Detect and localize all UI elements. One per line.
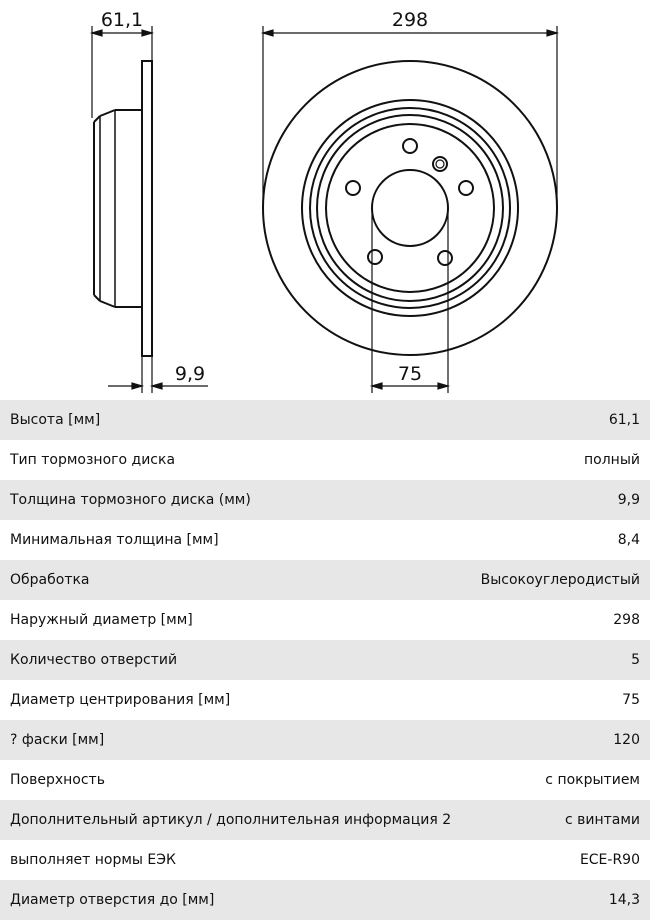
brake-disc-drawing	[0, 0, 650, 400]
spec-row	[0, 600, 650, 640]
spec-row	[0, 520, 650, 560]
spec-value: 8,4	[617, 532, 640, 548]
spec-value: 298	[613, 612, 640, 628]
spec-row	[0, 760, 650, 800]
bolt-hole	[438, 251, 452, 265]
spec-value: ECE-R90	[579, 852, 640, 868]
spec-label: Толщина тормозного диска (мм)	[10, 492, 251, 508]
thread-hole	[433, 157, 447, 171]
spec-row	[0, 480, 650, 520]
spec-row	[0, 560, 650, 600]
spec-value: полный	[584, 452, 640, 468]
spec-label: Минимальная толщина [мм]	[10, 532, 219, 548]
bolt-hole	[346, 181, 360, 195]
dimension-center-bore-label: 75	[397, 363, 423, 385]
spec-value: Высокоуглеродистый	[480, 572, 640, 588]
dimension-outer-diameter	[263, 26, 557, 208]
spec-row	[0, 840, 650, 880]
bolt-hole	[403, 139, 417, 153]
spec-label: Наружный диаметр [мм]	[10, 612, 193, 628]
spec-row	[0, 640, 650, 680]
spec-value: 14,3	[608, 892, 640, 908]
spec-value: с покрытием	[545, 772, 640, 788]
spec-row	[0, 720, 650, 760]
spec-label: Количество отверстий	[10, 652, 178, 668]
bolt-hole	[459, 181, 473, 195]
spec-label: Поверхность	[10, 772, 105, 788]
thread-hole	[436, 160, 444, 168]
dimension-outer-diameter-label: 298	[391, 9, 429, 31]
spec-label: ? фаски [мм]	[10, 732, 105, 748]
spec-row	[0, 680, 650, 720]
spec-value: 61,1	[608, 412, 640, 428]
spec-row	[0, 800, 650, 840]
spec-label: Обработка	[10, 572, 90, 588]
spec-value: 120	[613, 732, 640, 748]
specifications-table	[0, 400, 650, 920]
bolt-hole	[368, 250, 382, 264]
spec-label: Дополнительный артикул / дополнительная информация 2	[10, 812, 452, 828]
spec-label: Высота [мм]	[10, 412, 101, 428]
spec-value: 75	[622, 692, 640, 708]
spec-value: 9,9	[617, 492, 640, 508]
spec-value: с винтами	[564, 812, 640, 828]
spec-value: 5	[631, 652, 640, 668]
spec-row	[0, 880, 650, 920]
spec-label: Диаметр отверстия до [мм]	[10, 892, 215, 908]
disc-front-view	[263, 61, 557, 355]
disc-side-view	[94, 61, 152, 356]
dimension-height-label: 61,1	[100, 9, 144, 31]
spec-row	[0, 400, 650, 440]
dimension-thickness-label: 9,9	[174, 363, 206, 385]
spec-label: Диаметр центрирования [мм]	[10, 692, 231, 708]
spec-label: Тип тормозного диска	[10, 452, 176, 468]
spec-row	[0, 440, 650, 480]
spec-label: выполняет нормы ЕЭК	[10, 852, 176, 868]
